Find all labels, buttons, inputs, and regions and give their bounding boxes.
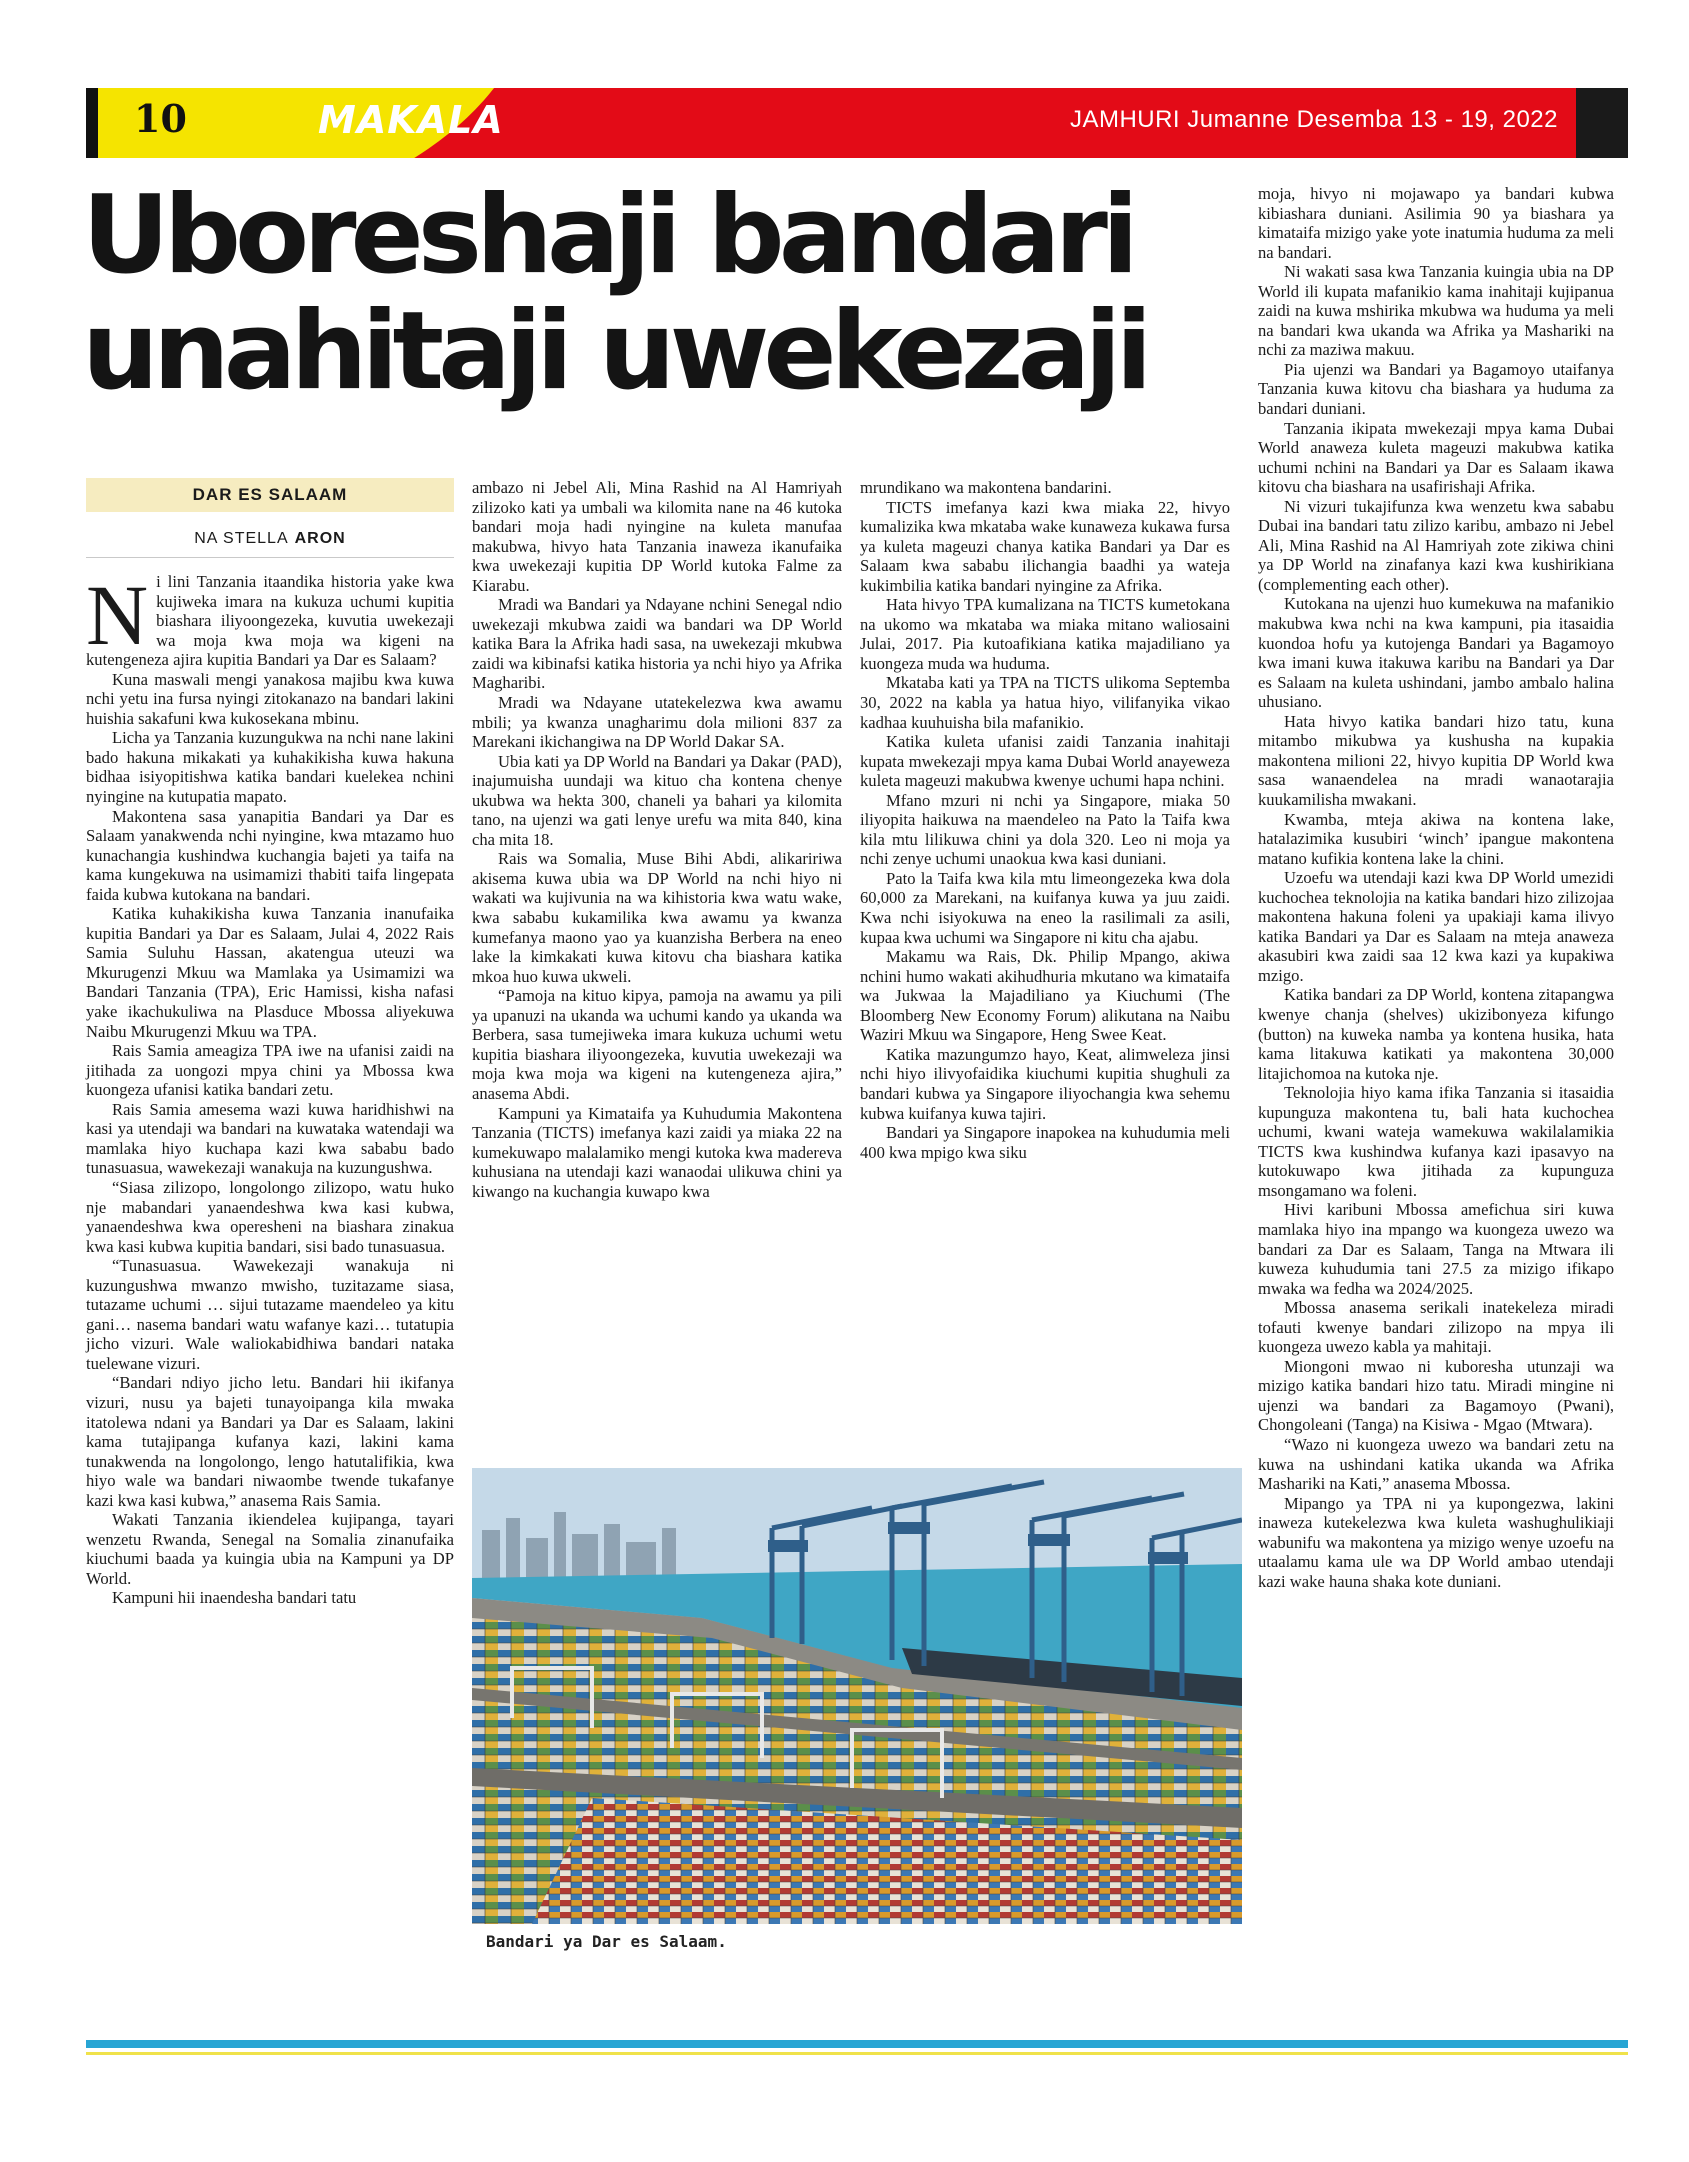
paragraph: Rais Samia ameagiza TPA iwe na ufanisi zaidi na jitihada za uongozi mpya chini ya Mbossa kwa kuongeza ufanisi katika bandari zetu. xyxy=(86,1041,454,1100)
paragraph: Kampuni ya Kimataifa ya Kuhudumia Makontena Tanzania (TICTS) imefanya kazi zaidi ya miaka 22 na kumekuwapo malalamiko mengi kutoka kwa madereva kuhusiana na utendaji kazi wanaodai ulikuwa chini ya kiwango na kuchangia kuwapo kwa xyxy=(472,1103,842,1201)
paragraph: Miongoni mwao ni kuboresha utunzaji wa mizigo katika bandari hizo tatu. Miradi mingine ni ujenzi wa bandari za Bagamoyo (Pwani), Chongoleani (Tanga) na Kisiwa - Mgao (Mtwara). xyxy=(1258,1356,1614,1435)
paragraph: Rais Samia amesema wazi kuwa haridhishwi na kasi ya utendaji wa bandari na kuwataka watendaji wa mamlaka hiyo kuchapa kazi kwa sababu bado tunasuasua, wawekezaji wanakuja na kuzungushwa. xyxy=(86,1099,454,1178)
paragraph: Wakati Tanzania ikiendelea kujipanga, tayari wenzetu Rwanda, Senegal na Somalia zinanufaika kiuchumi baada ya kuingia ubia na Kampuni ya DP World. xyxy=(86,1510,454,1588)
article-column-3 xyxy=(860,478,1230,1162)
place-label: DAR ES SALAAM xyxy=(86,478,454,512)
paragraph: Katika kuleta ufanisi zaidi Tanzania inahitaji kupata mwekezaji mpya kama Dubai World anayeweza kuleta mageuzi makubwa kwenye uchumi hapa nchini. xyxy=(860,732,1230,791)
headline-line-2: unahitaji uwekezaji xyxy=(82,289,1147,414)
footer-stripe-yellow xyxy=(86,2052,1628,2055)
paragraph: Kwamba, mteja akiwa na kontena lake, hatalazimika kusubiri ‘winch’ ipangue makontena matano kufikia kontena lake la chini. xyxy=(1258,809,1614,868)
paragraph: Ni vizuri tukajifunza kwa wenzetu kwa sababu Dubai ina bandari tatu zilizo karibu, ambazo ni Jebel Ali, Mina Rashid na Al Hamriyah zote zikiwa chini ya DP World na zinafanya kazi kwa kushirikiana (complementing each other). xyxy=(1258,496,1614,594)
paragraph: “Tunasuasua. Wawekezaji wanakuja ni kuzungushwa mwanzo mwisho, tuzitazame siasa, tutazame uchumi … sijui tutazame maendeleo ya kitu gani… nasema bandari watu wafanye kazi… tutatupia jicho vizuri. Wale waliokabidhiwa bandari nataka tuelewane vizuri. xyxy=(86,1256,454,1373)
paragraph: Pia ujenzi wa Bandari ya Bagamoyo utaifanya Tanzania kuwa kitovu cha biashara ya huduma za bandari duniani. xyxy=(1258,359,1614,419)
paragraph: Hata hivyo katika bandari hizo tatu, kuna mitambo mikubwa ya kushusha na kupakia makontena milioni 22, hivyo kupitia DP World kwa sasa wanaendelea na mradi wanaotarajia kuukamilisha mwakani. xyxy=(1258,711,1614,809)
paragraph: “Siasa zilizopo, longolongo zilizopo, watu huko nje mabandari yanaendeshwa kwa kasi kubwa, yanaendeshwa kwa operesheni na biashara zinakua kwa kasi kubwa kupitia bandari, sisi bado tunasuasua. xyxy=(86,1177,454,1256)
byline-prefix: NA STELLA xyxy=(194,529,289,547)
paragraph: “Wazo ni kuongeza uwezo wa bandari zetu na kuwa na ushindani katika ukanda wa Afrika Mashariki na Kati,” anasema Mbossa. xyxy=(1258,1435,1614,1494)
paragraph: Katika kuhakikisha kuwa Tanzania inanufaika kupitia Bandari ya Dar es Salaam, Julai 4, 2022 Rais Samia Suluhu Hassan, akatengua uteuzi wa Mkurugenzi Mkuu wa Mamlaka ya Usimamizi wa Bandari Tanzania (TPA), Eric Hamissi, kisha nafasi yake ikachukuliwa na Plasduce Mbossa aliyekuwa Naibu Mkurugenzi Mkuu wa TPA. xyxy=(86,904,454,1041)
port-photo-illustration xyxy=(472,1468,1242,1924)
paragraph: Katika mazungumzo hayo, Keat, alimweleza jinsi nchi hiyo ilivyofaidika kiuchumi kupitia shughuli za bandari kubwa ya Singapore iliyochangia kwa sehemu kubwa kuifanya kuwa tajiri. xyxy=(860,1044,1230,1123)
drop-cap: N xyxy=(86,567,149,663)
paragraph: Mradi wa Bandari ya Ndayane nchini Senegal ndio uwekezaji mkubwa zaidi wa bandari wa DP World katika Bara la Afrika hadi sasa, na uwekezaji mkubwa zaidi wa kibinafsi katika historia ya nchi hiyo ya Afrika Magharibi. xyxy=(472,595,842,693)
article-column-2 xyxy=(472,478,842,1201)
paragraph: Hata hivyo TPA kumalizana na TICTS kumetokana na ukomo wa mkataba wa miaka mitano waliosaini Julai, 2017. Pia kutoafikiana katika majadiliano ya kuongeza muda wa huduma. xyxy=(860,595,1230,673)
paragraph: “Bandari ndiyo jicho letu. Bandari hii ikifanya vizuri, nusu ya bajeti tunayoipanga kila mwaka itatolewa ndani ya Bandari ya Dar es Salaam, lakini kama tutajipanga kufanya kazi, lakini kama tunakwenda na longolongo, lengo hatutalifikia, kwa hiyo wale wa bandari niwaombe twende tukafanye kazi kwa kasi kubwa,” anasema Rais Samia. xyxy=(86,1373,454,1510)
paragraph: Uzoefu wa utendaji kazi kwa DP World umezidi kuchochea teknolojia na katika bandari hizo zilizojaa makontena hakuna foleni ya upakiaji kama ilivyo katika Bandari ya Dar es Salaam na mteja anaweza akasubiri kwa zaidi saa 12 kwa kazi ya kupakiwa mzigo. xyxy=(1258,868,1614,985)
paragraph: Makontena sasa yanapitia Bandari ya Dar es Salaam yanakwenda nchi nyingine, kwa mtazamo huo kunachangia kushindwa kuchangia bajeti ya taifa na kama kungekuwa na usimamizi thabiti taifa lingepata faida kubwa kutokana na bandari. xyxy=(86,806,454,904)
footer-stripe-blue xyxy=(86,2040,1628,2048)
paragraph: moja, hivyo ni mojawapo ya bandari kubwa kibiashara duniani. Asilimia 90 ya biashara ya kimataifa mizigo yake yote inatumia huduma za meli na bandari. xyxy=(1258,184,1614,262)
paragraph: Hivi karibuni Mbossa amefichua siri kuwa mamlaka hiyo ina mpango wa kuongeza uwezo wa bandari za Dar es Salaam, Tanga na Mtwara ili kuweza kuhudumia tani 27.5 za mizigo ifikapo mwaka wa fedha wa 2024/2025. xyxy=(1258,1200,1614,1298)
header-right-bar xyxy=(1576,88,1628,158)
port-photo xyxy=(472,1468,1242,1924)
dateline: JAMHURI Jumanne Desemba 13 - 19, 2022 xyxy=(1069,106,1558,133)
paragraph: TICTS imefanya kazi kwa miaka 22, hivyo kumalizika kwa mkataba wake kunaweza kukawa fursa ya kuleta mageuzi chanya katika Bandari ya Dar es Salaam kwa sababu ilichangia baadhi ya wateja kukimbilia katika bandari nyingine za Afrika. xyxy=(860,497,1230,595)
paragraph: Mfano mzuri ni nchi ya Singapore, miaka 50 iliyopita haikuwa na maendeleo na Pato la Taifa kwa kila mtu lilikuwa chini ya dola 320. Leo ni moja ya nchi zenye uchumi unaokua kwa kasi duniani. xyxy=(860,790,1230,869)
headline-line-1: Uboreshaji bandari xyxy=(82,173,1133,298)
paragraph: Mipango ya TPA ni ya kupongezwa, lakini inaweza kutekelezwa kwa kuleta washughulikiaji wabunifu wa makontena ya mizigo wenye uzoefu na utaalamu kama ule wa DP World ambao utendaji kazi wake hauna shaka kote duniani. xyxy=(1258,1493,1614,1591)
paragraph: Ubia kati ya DP World na Bandari ya Dakar (PAD), inajumuisha uundaji wa kituo cha kontena chenye ukubwa wa hekta 300, chaneli ya bahari ya kilomita tano, na ujenzi wa gati lenye urefu wa mita 840, kina cha mita 18. xyxy=(472,751,842,849)
paragraph: Pato la Taifa kwa kila mtu limeongezeka kwa dola 60,000 za Marekani, na kuifanya kuwa ya juu zaidi. Kwa nchi isiyokuwa na eneo la rasilimali za asili, kupaa kwa uchumi wa Singapore ni kitu cha ajabu. xyxy=(860,868,1230,947)
section-label: MAKALA xyxy=(318,98,504,142)
paragraph: Licha ya Tanzania kuzungukwa na nchi nane lakini bado hakuna mikakati ya kuhakikisha kuwa hakuna bidhaa isiyopitishwa katika bandari kuelekea nchini nyingine na kutupatia mapato. xyxy=(86,728,454,807)
paragraph: Kutokana na ujenzi huo kumekuwa na mafanikio makubwa kwa nchi na kwa kampuni, pia itasaidia kuondoa hofu ya kutojenga Bandari ya Bagamoyo kwa imani kuwa itakuwa karibu na Bandari ya Dar es Salaam na kuleta ushindani, jambo ambalo halina uhusiano. xyxy=(1258,594,1614,712)
paragraph: Kuna maswali mengi yanakosa majibu kwa kuwa nchi yetu ina fursa nyingi zitokanazo na bandari lakini huishia sakafuni kwa kukosekana mbinu. xyxy=(86,669,454,728)
article-column-1 xyxy=(86,567,454,1608)
paragraph: Rais wa Somalia, Muse Bihi Abdi, alikaririwa akisema kuwa ubia wa DP World na nchi hiyo ni wakati wa kujivunia na wa kihistoria kwa watu wake, kwa sababu kukamilika kwa awamu ya kwanza kumefanya maono yao ya kuanzisha Berbera na eneo lake la kimkakati kuwa kitovu cha biashara katika mkoa huo kuwa ukweli. xyxy=(472,849,842,986)
paragraph: Teknolojia hiyo kama ifika Tanzania si itasaidia kupunguza makontena tu, bali hata kuchochea uchumi, kwani wateja wamekuwa wakilalamikia TICTS kwa kushindwa kufanya kazi ipasavyo na kutokuwapo kwa jitihada za kupunguza msongamano wa foleni. xyxy=(1258,1083,1614,1200)
paragraph: “Pamoja na kituo kipya, pamoja na awamu ya pili ya upanuzi na ukanda wa uchumi kando ya ukanda wa Berbera, sasa tumejiweka imara kukuza uchumi wetu kupitia biashara iliyoongezeka, kuvutia uwekezaji wa moja kwa moja wa kigeni na kutengeneza ajira,” anasema Abdi. xyxy=(472,986,842,1103)
paragraph: mrundikano wa makontena bandarini. xyxy=(860,478,1112,497)
article-column-4 xyxy=(1258,184,1614,1591)
page-number: 10 xyxy=(134,96,187,141)
headline xyxy=(82,173,1232,414)
paragraph: Mkataba kati ya TPA na TICTS ulikoma Septemba 30, 2022 na kabla ya hatua hiyo, vilifanyika vikao kadhaa kuuhuisha bila mafanikio. xyxy=(860,673,1230,732)
paragraph: Makamu wa Rais, Dk. Philip Mpango, akiwa nchini humo wakati akihudhuria mkutano wa kimataifa wa Jukwaa la Majadiliano ya Kiuchumi (The Bloomberg New Economy Forum) alikutana na Naibu Waziri Mkuu wa Singapore, Heng Swee Keat. xyxy=(860,947,1230,1045)
page-header xyxy=(86,88,1628,158)
paragraph: ambazo ni Jebel Ali, Mina Rashid na Al Hamriyah zilizoko kati ya umbali wa kilomita nane na 46 kutoka bandari moja hadi nyingine na kuleta manufaa makubwa, hivyo hata Tanzania inaweza ikanufaika kwa uwekezaji kupitia DP World kutoka Falme za Kiarabu. xyxy=(472,478,842,595)
photo-caption: Bandari ya Dar es Salaam. xyxy=(486,1932,727,1951)
paragraph: Mradi wa Ndayane utatekelezwa kwa awamu mbili; ya kwanza unagharimu dola milioni 837 za Marekani ikichangiwa na DP World Dakar SA. xyxy=(472,693,842,752)
paragraph: Katika bandari za DP World, kontena zitapangwa kwenye chanja (shelves) ukizibonyeza kifungo (button) na kuweka namba ya kontena husika, hata kama litakuwa katikati ya makontena 30,000 litajichomoa na kutoka nje. xyxy=(1258,985,1614,1083)
paragraph: Kampuni hii inaendesha bandari tatu xyxy=(112,1588,357,1608)
byline-author: ARON xyxy=(294,529,346,547)
byline xyxy=(86,520,454,558)
paragraph: Bandari ya Singapore inapokea na kuhudumia meli 400 kwa mpigo kwa siku xyxy=(860,1123,1230,1162)
paragraph: i lini Tanzania itaandika historia yake kwa kujiweka imara na kukuza uchumi kupitia biashara iliyoongezeka, kuvutia uwekezaji wa moja kwa moja wa kigeni na kutengeneza ajira kupitia Bandari ya Dar es Salaam? xyxy=(86,572,454,670)
paragraph: Mbossa anasema serikali inatekeleza miradi tofauti kwenye bandari zilizopo na mpya ili kuongeza uwezo kabla ya mahitaji. xyxy=(1258,1298,1614,1357)
header-left-bar xyxy=(86,88,98,158)
paragraph: Tanzania ikipata mwekezaji mpya kama Dubai World anaweza kuleta mageuzi makubwa katika uchumi nchini na Bandari ya Dar es Salaam ikawa kitovu cha biashara na usafirishaji Afrika. xyxy=(1258,418,1614,497)
paragraph: Ni wakati sasa kwa Tanzania kuingia ubia na DP World ili kupata mafanikio kama inahitaji kujipanua zaidi na kuwa mshirika mkubwa wa huduma ya meli na bandari kwa ukanda wa Afrika ya Mashariki na nchi za maziwa makuu. xyxy=(1258,262,1614,360)
